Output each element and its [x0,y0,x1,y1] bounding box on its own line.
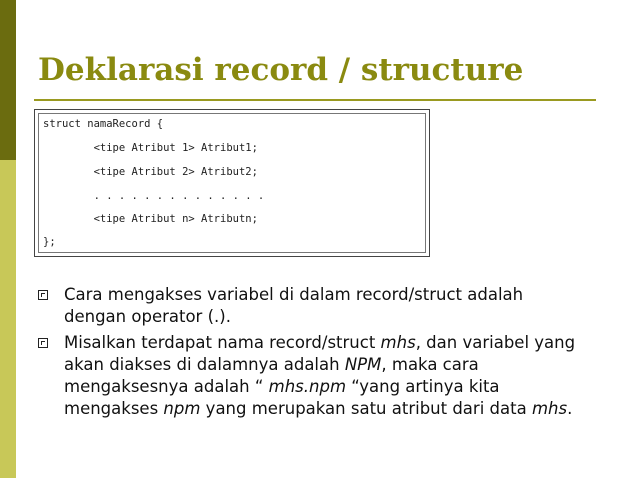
code-line: struct namaRecord { [43,118,164,130]
bullet-text-italic: mhs.npm [268,377,347,396]
bullet-item [38,332,578,420]
code-line: <tipe Atribut 2> Atribut2; [43,166,258,178]
square-bullet-icon [38,338,48,348]
code-box-inner-border [38,113,426,253]
slide-title: Deklarasi record / structure [38,52,524,88]
bullet-text-part: yang merupakan satu atribut dari data [200,399,532,418]
bullet-text-part: “yang artinya kita mengakses [64,377,500,418]
bullet-text-part: , maka cara mengaksesnya adalah “ [64,355,479,396]
bullet-text-part: . [567,399,573,418]
bullet-item [38,284,578,328]
bullet-text-part: Misalkan terdapat nama record/struct [64,333,381,352]
code-line: . . . . . . . . . . . . . . [43,190,265,202]
bullet-text: Cara mengakses variabel di dalam record/struct adalah dengan operator (.). [64,285,524,326]
side-accent-bar-dark [0,0,16,160]
bullet-text-part: , dan variabel yang akan diakses di dalamnya adalah [64,333,576,374]
code-line: <tipe Atribut n> Atributn; [43,213,258,225]
bullet-text-italic: mhs [380,333,416,352]
bullet-text-italic: mhs [531,399,568,418]
bullet-text-italic: npm [163,399,201,418]
bullet-list [38,284,578,424]
bullet-text [64,333,575,418]
square-bullet-icon [38,290,48,300]
side-accent-bar-light [0,160,16,478]
code-line: <tipe Atribut 1> Atribut1; [43,142,258,154]
bullet-text-italic: NPM [344,355,382,374]
code-box [34,109,430,257]
title-underline [34,99,596,101]
code-line: }; [43,236,56,248]
